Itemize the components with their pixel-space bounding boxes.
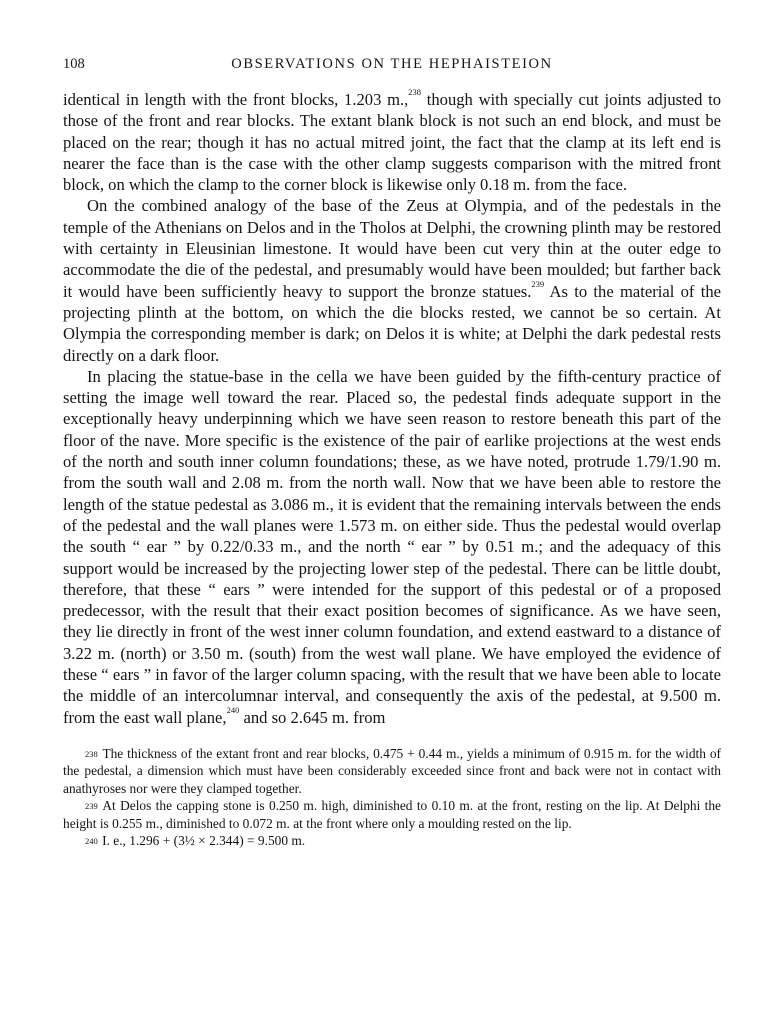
- footnote: [63, 832, 721, 849]
- main-text: [63, 89, 721, 728]
- footnote-number: 238: [85, 748, 98, 759]
- paragraph-2: [63, 195, 721, 365]
- footnote: [63, 797, 721, 832]
- paragraph-3-text-b: and so 2.645 m. from: [239, 707, 386, 727]
- footnote-number: 240: [85, 835, 98, 846]
- footnote: [63, 745, 721, 797]
- page-number: 108: [63, 56, 85, 72]
- paragraph-2-text-b: As to the material of the projecting plinth at the bottom, on which the die blocks rested, we cannot be so certain. At Olympia the corresponding member is dark; on Delos it is white; at Delphi the dark pedestal rests directly on a dark floor.: [63, 281, 721, 365]
- footnote-text: At Delos the capping stone is 0.250 m. high, diminished to 0.10 m. at the front, resting on the lip. At Delphi the height is 0.255 m., diminished to 0.072 m. at the front where only a moulding rested on the lip.: [63, 798, 722, 831]
- footnote-number: 239: [85, 801, 98, 812]
- paragraph-2-text-a: On the combined analogy of the base of the Zeus at Olympia, and of the pedestals in the temple of the Athenians on Delos and in the Tholos at Delphi, the crowning plinth may be restored with certainty in Eleusinian limestone. It would have been cut very thin at the outer edge to accommodate the die of the pedestal, and presumably would have been moulded; but farther back it would have been sufficiently heavy to support the bronze statues.: [63, 196, 721, 301]
- paragraph-1-text-a: identical in length with the front blocks, 1.203 m.,: [63, 90, 409, 109]
- footnote-text: The thickness of the extant front and rear blocks, 0.475 + 0.44 m., yields a minimum of 0.915 m. for the width of the pedestal, a dimension which must have been considerably exceeded since front and back were not in contact with anathyroses nor were they clamped together.: [63, 745, 722, 796]
- footnote-ref-239[interactable]: 239: [531, 278, 545, 289]
- paragraph-1-text-b: though with specially cut joints adjusted to those of the front and rear blocks. The extant blank block is not such an end block, and must be placed on the rear; though it has no actual mitred joint, the fact that the clamp at its left end is nearer the face than is the case with the other clamp suggests comparison with the mitred front block, on which the clamp to the corner block is likewise only 0.18 m. from the face.: [63, 90, 721, 195]
- book-page: [63, 52, 721, 849]
- paragraph-1: [63, 89, 721, 195]
- running-title: OBSERVATIONS ON THE HEPHAISTEION: [231, 56, 553, 72]
- running-header: [63, 52, 721, 76]
- footnotes: [63, 745, 721, 849]
- paragraph-3-text-a: In placing the statue-base in the cella we have been guided by the fifth-century practice of setting the image well toward the rear. Placed so, the pedestal finds adequate support in the exceptionally heavy underpinning which we have seen reason to restore beneath this part of the floor of the nave. More specific is the existence of the pair of earlike projections at the west ends of the north and south inner column foundations; these, as we have noted, protrude 1.79/1.90 m. from the south wall and 2.08 m. from the north wall. Now that we have been able to restore the length of the statue pedestal as 3.086 m., it is evident that the remaining intervals between the ends of the pedestal and the wall planes were 1.573 m. on either side. Thus the pedestal would overlap the south “ ear ” by 0.22/0.33 m., and the north “ ear ” by 0.51 m.; and the adequacy of this support would be increased by the projecting lower step of the pedestal. There can be little doubt, therefore, that these “ ears ” were intended for the support of this pedestal or of a proposed predecessor, with the result that their exact position becomes of significance. As we have seen, they lie directly in front of the west inner column foundation, and extend eastward to a distance of 3.22 m. (north) or 3.50 m. (south) from the west wall plane. We have employed the evidence of these “ ears ” in favor of the larger column spacing, with the result that we have been able to locate the middle of an intercolumnar interval, and consequently the axis of the pedestal, at 9.500 m. from the east wall plane,: [63, 366, 721, 727]
- footnote-ref-238[interactable]: 238: [408, 87, 422, 97]
- paragraph-3: [63, 366, 721, 728]
- footnote-ref-240[interactable]: 240: [226, 704, 240, 715]
- footnote-text: I. e., 1.296 + (3½ × 2.344) = 9.500 m.: [102, 832, 306, 848]
